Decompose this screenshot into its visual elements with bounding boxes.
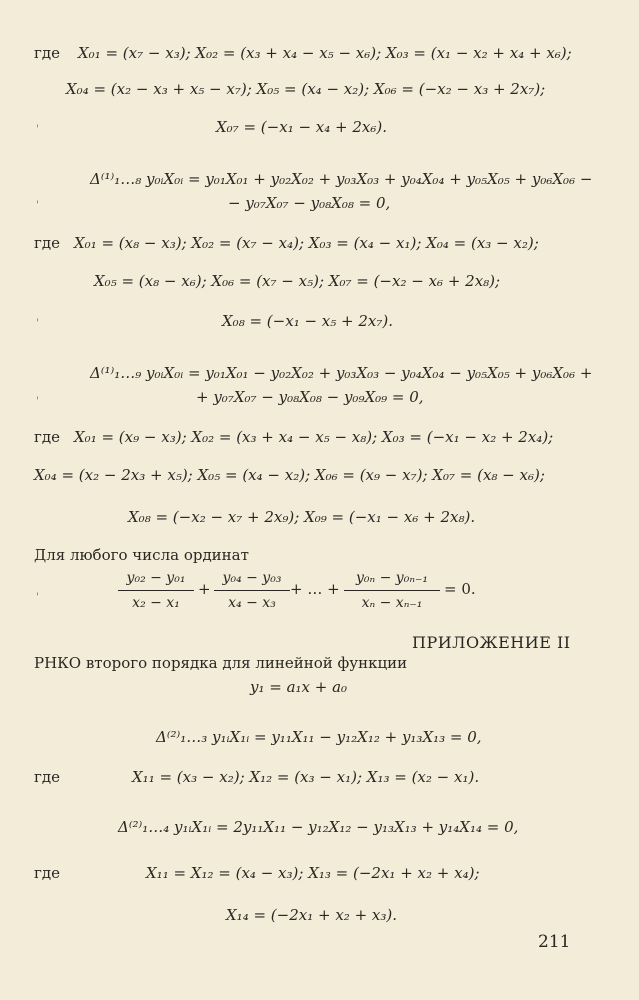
fraction-3-denominator: xₙ − xₙ₋₁	[361, 595, 423, 611]
definitions-1-line1: X₀₁ = (x₇ − x₃); X₀₂ = (x₃ + x₄ − x₅ − x₆); X₀₃ = (x₁ − x₂ + x₄ + x₆);	[78, 44, 572, 62]
equation-2-line2: − y₀₇X₀₇ − y₀₈X₀₈ = 0,	[228, 194, 391, 212]
definitions-1-line2: X₀₄ = (x₂ − x₃ + x₅ − x₇); X₀₅ = (x₄ − x₂); X₀₆ = (−x₂ − x₃ + 2x₇);	[66, 80, 546, 98]
equals-zero: = 0.	[444, 580, 476, 598]
fraction-3-bar	[344, 590, 440, 591]
definitions-3-line3: X₀₈ = (−x₂ − x₇ + 2x₉); X₀₉ = (−x₁ − x₆ + 2x₈).	[128, 508, 476, 526]
equation-5: Δ⁽²⁾₁…₄ y₁ᵢX₁ᵢ = 2y₁₁X₁₁ − y₁₂X₁₂ − y₁₃X₁₃ + y₁₄X₁₄ = 0,	[118, 818, 519, 836]
definitions-3-line1: X₀₁ = (x₉ − x₃); X₀₂ = (x₃ + x₄ − x₅ − x₈); X₀₃ = (−x₁ − x₂ + 2x₄);	[74, 428, 554, 446]
fraction-1-bar	[118, 590, 194, 591]
margin-mark: '	[36, 592, 39, 603]
equation-3-line1: Δ⁽¹⁾₁…₉ y₀ᵢX₀ᵢ = y₀₁X₀₁ − y₀₂X₀₂ + y₀₃X₀₃ − y₀₄X₀₄ − y₀₅X₀₅ + y₀₆X₀₆ +	[90, 364, 593, 382]
fraction-1-numerator: y₀₂ − y₀₁	[126, 570, 186, 586]
where-label-4: где	[34, 768, 60, 786]
where-label-1: где	[34, 44, 60, 62]
where-label-2: где	[34, 234, 60, 252]
margin-mark: '	[36, 318, 39, 329]
page-number: 211	[538, 932, 571, 952]
fraction-2-bar	[214, 590, 290, 591]
appendix-heading: ПРИЛОЖЕНИЕ II	[412, 633, 571, 652]
fraction-1-denominator: x₂ − x₁	[132, 595, 180, 611]
appendix-subtitle: РНКО второго порядка для линейной функции	[34, 654, 408, 672]
definitions-4-line1: X₁₁ = (x₃ − x₂); X₁₂ = (x₃ − x₁); X₁₃ = (x₂ − x₁).	[132, 768, 480, 786]
definitions-2-line1: X₀₁ = (x₈ − x₃); X₀₂ = (x₇ − x₄); X₀₃ = (x₄ − x₁); X₀₄ = (x₃ − x₂);	[74, 234, 539, 252]
definitions-5-line2: X₁₄ = (−2x₁ + x₂ + x₃).	[226, 906, 398, 924]
where-label-5: где	[34, 864, 60, 882]
definitions-2-line3: X₀₈ = (−x₁ − x₅ + 2x₇).	[222, 312, 394, 330]
fraction-2-numerator: y₀₄ − y₀₃	[222, 570, 282, 586]
plus-dots: + … +	[290, 580, 340, 598]
equation-3-line2: + y₀₇X₀₇ − y₀₈X₀₈ − y₀₉X₀₉ = 0,	[196, 388, 424, 406]
fraction-3	[344, 570, 440, 611]
where-label-3: где	[34, 428, 60, 446]
appendix-function: y₁ = a₁x + a₀	[250, 678, 348, 696]
plus-sign-1: +	[198, 580, 211, 598]
equation-4: Δ⁽²⁾₁…₃ y₁ᵢX₁ᵢ = y₁₁X₁₁ − y₁₂X₁₂ + y₁₃X₁₃ = 0,	[156, 728, 482, 746]
definitions-2-line2: X₀₅ = (x₈ − x₆); X₀₆ = (x₇ − x₅); X₀₇ = (−x₂ − x₆ + 2x₈);	[94, 272, 501, 290]
definitions-1-line3: X₀₇ = (−x₁ − x₄ + 2x₆).	[216, 118, 388, 136]
ordinates-text: Для любого числа ординат	[34, 546, 249, 564]
definitions-3-line2: X₀₄ = (x₂ − 2x₃ + x₅); X₀₅ = (x₄ − x₂); X₀₆ = (x₉ − x₇); X₀₇ = (x₈ − x₆);	[34, 466, 545, 484]
equation-2-line1: Δ⁽¹⁾₁…₈ y₀ᵢX₀ᵢ = y₀₁X₀₁ + y₀₂X₀₂ + y₀₃X₀₃ + y₀₄X₀₄ + y₀₅X₀₅ + y₀₆X₀₆ −	[90, 170, 593, 188]
fraction-3-numerator: y₀ₙ − y₀ₙ₋₁	[355, 570, 429, 586]
fraction-2-denominator: x₄ − x₃	[228, 595, 276, 611]
margin-mark: '	[36, 124, 39, 135]
fraction-1	[118, 570, 194, 611]
definitions-5-line1: X₁₁ = X₁₂ = (x₄ − x₃); X₁₃ = (−2x₁ + x₂ + x₄);	[146, 864, 480, 882]
fraction-2	[214, 570, 290, 611]
margin-mark: '	[36, 396, 39, 407]
margin-mark: '	[36, 200, 39, 211]
